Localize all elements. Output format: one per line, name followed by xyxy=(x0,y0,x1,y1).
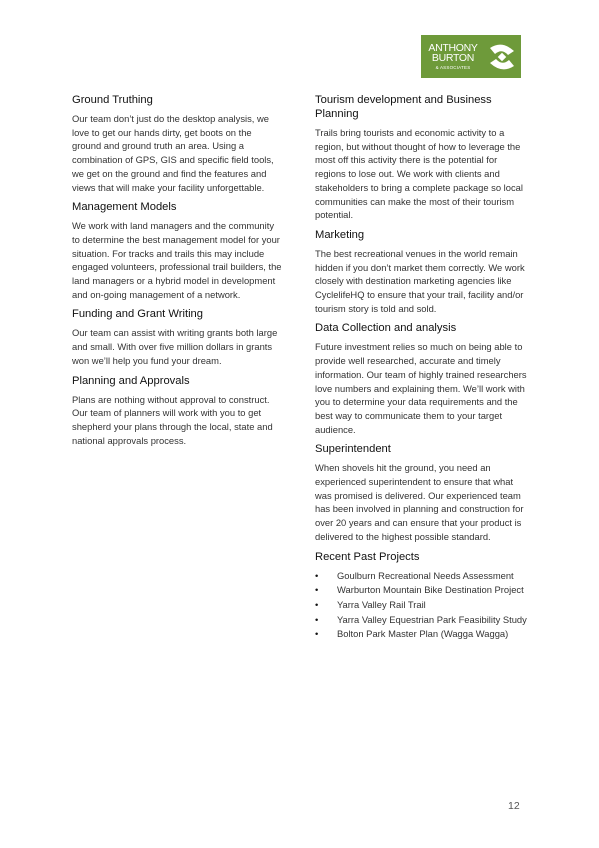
section-management-models xyxy=(72,200,282,301)
section-body: Plans are nothing without approval to construct. Our team of planners will work with you to get shepherd your plans through the local, state and national approvals process. xyxy=(72,393,273,446)
section-heading: Data Collection and analysis xyxy=(315,322,457,335)
right-column xyxy=(315,93,530,642)
section-funding xyxy=(72,307,282,367)
section-heading: Tourism development and Business Planning xyxy=(315,94,492,120)
section-ground-truthing xyxy=(72,93,282,194)
list-item-text: Goulburn Recreational Needs Assessment xyxy=(337,569,514,581)
section-tourism xyxy=(315,93,530,222)
section-planning xyxy=(72,374,282,448)
project-list xyxy=(315,569,530,642)
page-number: 12 xyxy=(508,800,520,812)
section-body: Trails bring tourists and economic activity to a region, but without thought of how to leverage the most off this activity there is the potential for regions to lose out. We work with clients and stakeholders to bring a complete package so local communities can make the most of their tourism potential. xyxy=(315,127,523,221)
section-superintendent xyxy=(315,442,530,543)
section-recent-projects xyxy=(315,550,530,642)
list-item xyxy=(315,613,530,627)
bullet-icon: • xyxy=(315,584,319,596)
section-data-collection xyxy=(315,321,530,436)
section-marketing xyxy=(315,228,530,316)
logo-name: ANTHONY BURTON xyxy=(428,41,478,65)
list-item xyxy=(315,569,530,583)
list-item xyxy=(315,583,530,597)
section-heading: Marketing xyxy=(315,228,365,241)
bullet-icon: • xyxy=(315,613,319,625)
section-heading: Ground Truthing xyxy=(72,94,153,106)
logo-subtitle: & ASSOCIATES xyxy=(435,64,471,70)
section-heading: Funding and Grant Writing xyxy=(72,308,204,321)
list-item-text: Yarra Valley Equestrian Park Feasibility Study xyxy=(337,613,527,625)
section-body: Our team can assist with writing grants both large and small. With over five million dollars in grants won we’ll help you fund your dream. xyxy=(72,327,278,366)
list-item-text: Yarra Valley Rail Trail xyxy=(337,598,426,610)
section-body: We work with land managers and the community to determine the best management model for your situation. For tracks and trails this may include engaged volunteers, professional trail builders, the land managers or a hybrid model in development and on-going management of a network. xyxy=(72,220,282,300)
logo-text xyxy=(421,43,485,71)
section-heading: Recent Past Projects xyxy=(315,550,420,563)
list-item xyxy=(315,598,530,612)
section-heading: Management Models xyxy=(72,201,177,214)
left-column xyxy=(72,93,282,453)
section-heading: Planning and Approvals xyxy=(72,374,190,387)
section-body: Our team don’t just do the desktop analysis, we love to get our hands dirty, get boots on the ground and ground truth an area. Using a combination of GPS, GIS and specific field tools, we get on the ground and find the features and views that will make your facility unforgettable. xyxy=(72,113,274,193)
section-body: The best recreational venues in the world remain hidden if you don’t market them correctly. We work closely with destination marketing agencies like CyclelifeHQ to ensure that your trail, facility and/or tourism story is told and sold. xyxy=(315,247,525,314)
section-body: Future investment relies so much on being able to provide well researched, accurate and timely information. Our team of highly trained researchers love numbers and explaining them. We’ll work with you to determine your data requirements and the best way to communicate them to your target audience. xyxy=(315,341,527,435)
bullet-icon: • xyxy=(315,628,319,640)
list-item-text: Warburton Mountain Bike Destination Project xyxy=(337,584,524,596)
company-logo xyxy=(421,35,521,78)
list-item xyxy=(315,627,530,641)
section-body: When shovels hit the ground, you need an experienced superintendent to ensure that what was promised is delivered. Our experienced team has been involved in planning and construction for over 20 years and can ensure that your product is delivered to the highest possible standard. xyxy=(315,462,524,542)
bullet-icon: • xyxy=(315,598,319,610)
logo-mark-icon xyxy=(487,42,517,72)
bullet-icon: • xyxy=(315,569,319,581)
section-heading: Superintendent xyxy=(315,443,391,456)
list-item-text: Bolton Park Master Plan (Wagga Wagga) xyxy=(337,628,509,640)
